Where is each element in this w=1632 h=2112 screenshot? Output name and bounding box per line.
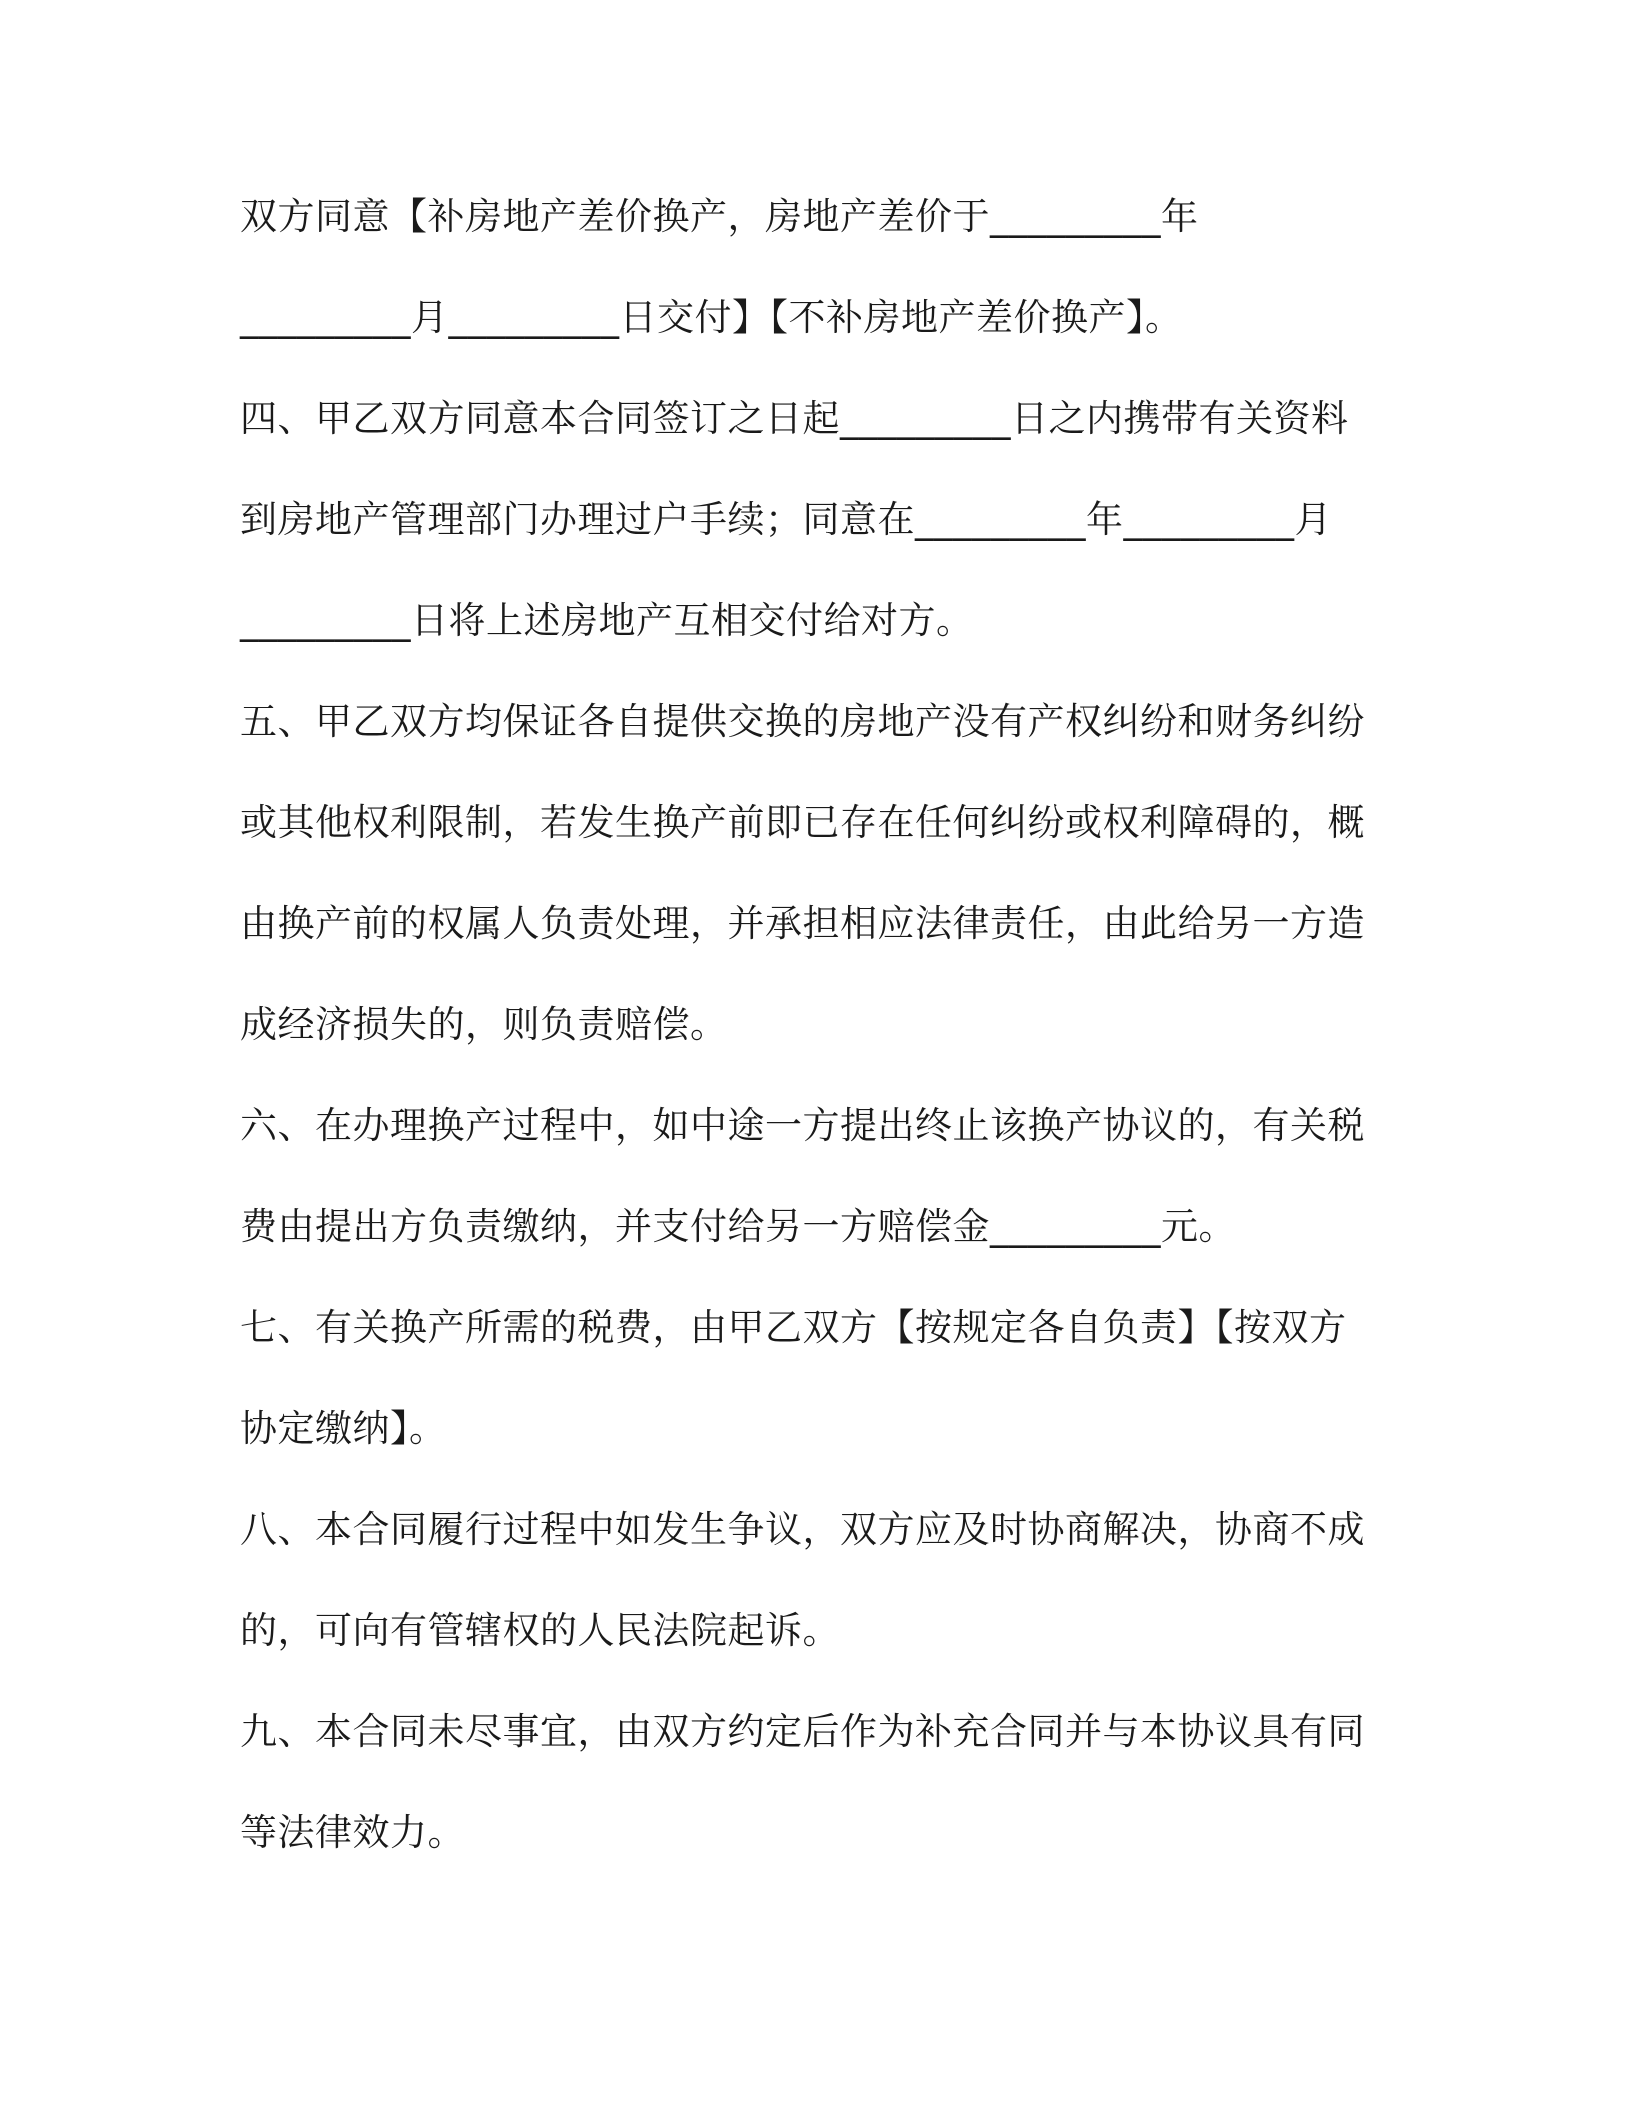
clause-8-line-2: 的，可向有管辖权的人民法院起诉。 [240, 1609, 840, 1652]
clause-5-line-3: 由换产前的权属人负责处理，并承担相应法律责任，由此给另一方造 [240, 902, 1365, 945]
clause-7-line-2: 协定缴纳】。 [240, 1407, 447, 1450]
contract-body [240, 182, 1365, 1899]
clause-6-line-2: 费由提出方负责缴纳，并支付给另一方赔偿金_________元。 [240, 1205, 1236, 1248]
clause-7-line-1: 七、有关换产所需的税费，由甲乙双方【按规定各自负责】【按双方 [240, 1306, 1347, 1349]
clause-4-line-3: _________日将上述房地产互相交付给对方。 [240, 599, 974, 642]
clause-3-line-1: 双方同意【补房地产差价换产，房地产差价于_________年 [240, 195, 1199, 238]
clause-3-line-2: _________月_________日交付】【不补房地产差价换产】。 [240, 296, 1183, 339]
clause-4-line-2: 到房地产管理部门办理过户手续；同意在_________年_________月 [240, 498, 1332, 541]
clause-6-line-1: 六、在办理换产过程中，如中途一方提出终止该换产协议的，有关税 [240, 1104, 1365, 1147]
clause-5-line-1: 五、甲乙双方均保证各自提供交换的房地产没有产权纠纷和财务纠纷 [240, 700, 1365, 743]
clause-9-line-1: 九、本合同未尽事宜，由双方约定后作为补充合同并与本协议具有同 [240, 1710, 1365, 1753]
clause-5-line-2: 或其他权利限制，若发生换产前即已存在任何纠纷或权利障碍的，概 [240, 801, 1365, 844]
clause-9-line-2: 等法律效力。 [240, 1811, 465, 1854]
clause-4-line-1: 四、甲乙双方同意本合同签订之日起_________日之内携带有关资料 [240, 397, 1349, 440]
clause-8-line-1: 八、本合同履行过程中如发生争议，双方应及时协商解决，协商不成 [240, 1508, 1365, 1551]
clause-5-line-4: 成经济损失的，则负责赔偿。 [240, 1003, 728, 1046]
